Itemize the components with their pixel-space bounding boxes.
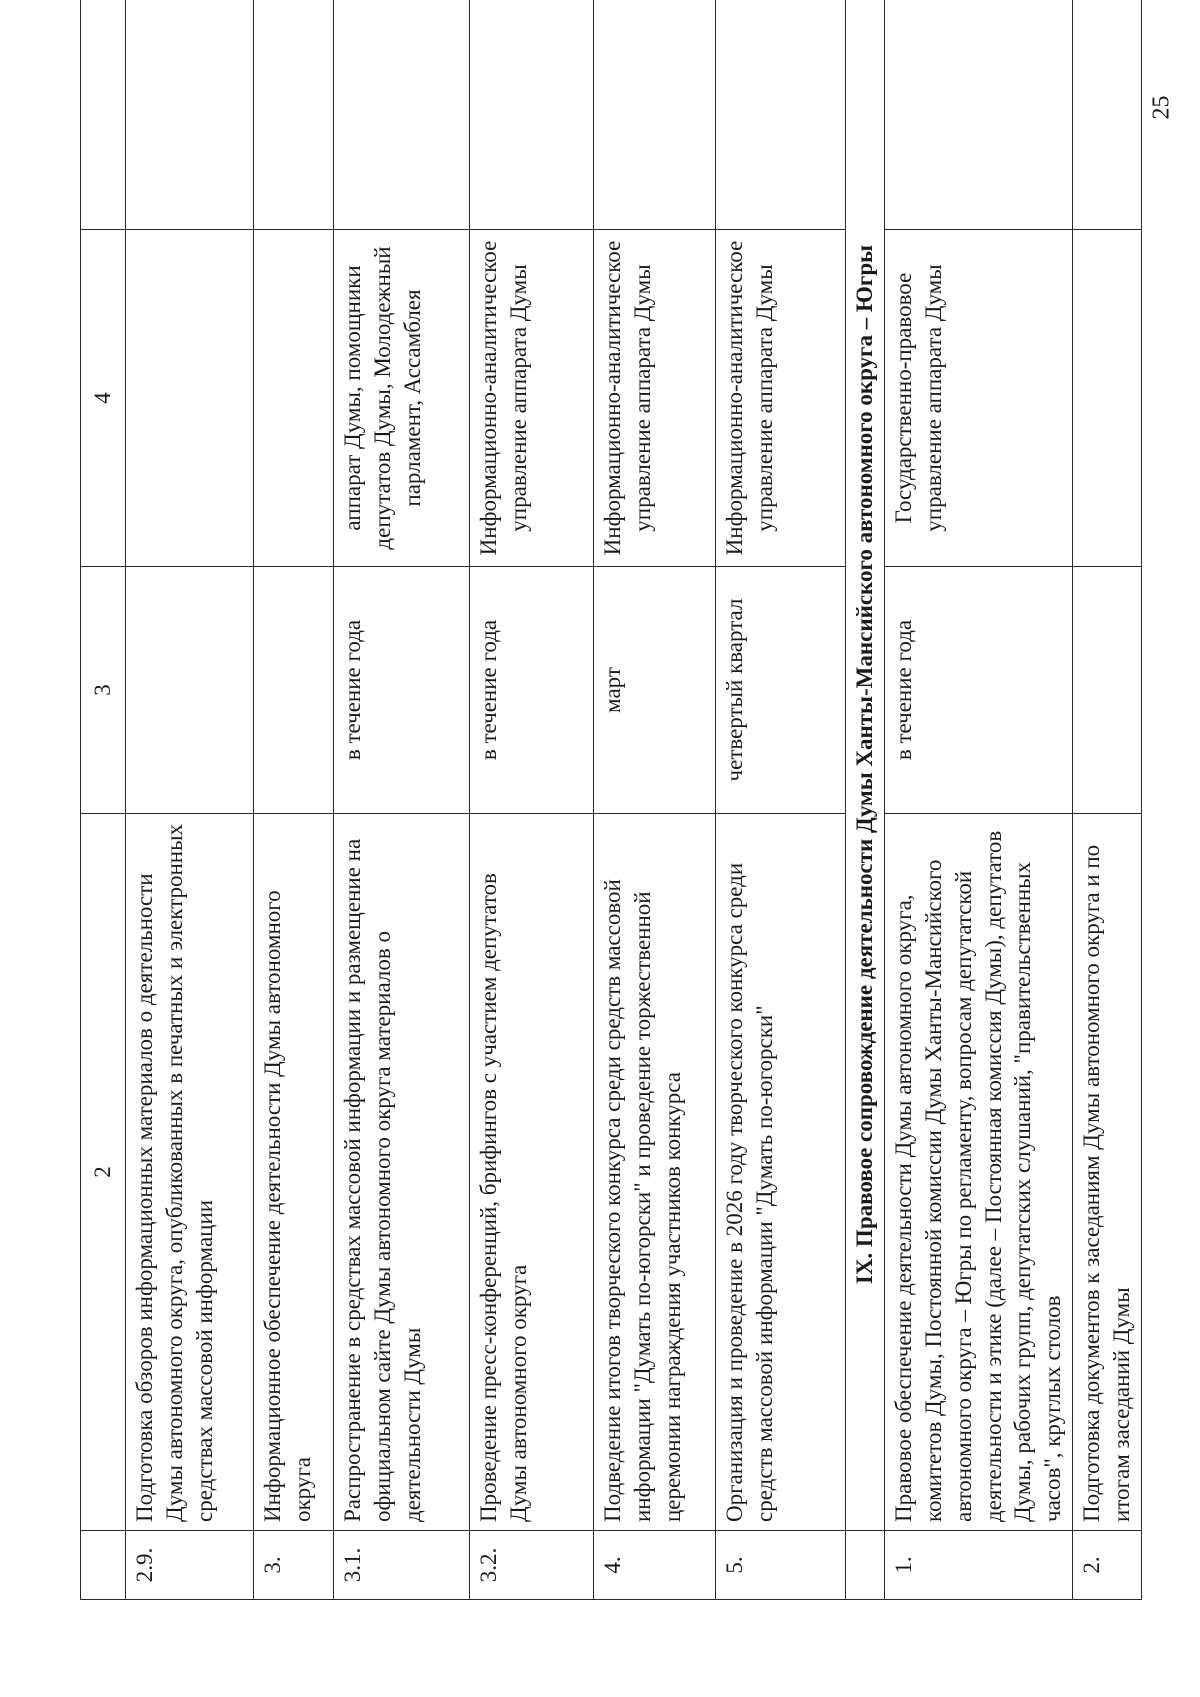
row-text: Правовое обеспечение деятельности Думы автономного округа, комитетов Думы, Постоянной комиссии Думы Ханты-Мансийского автономного округа – Югры по регламенту, вопросам депутатской деятельности и этике (далее – Постоянная комиссия Думы), депутатов Думы, рабочих групп, депутатских слушаний, "правительственных часов", круглых столов [884, 814, 1072, 1531]
rotated-table-wrapper [80, 80, 1135, 1600]
row-term: в течение года [470, 567, 594, 814]
section-title: IX. Правовое сопровождение деятельности Думы Ханты-Мансийского автономного округа – Югры [846, 0, 885, 1531]
row-term [126, 567, 254, 814]
section-heading-spacer [846, 1531, 885, 1600]
row-text: Подготовка обзоров информационных материалов о деятельности Думы автономного округа, опубликованных в печатных и электронных средствах массовой информации [126, 814, 254, 1531]
row-term [254, 567, 334, 814]
page-number: 25 [1148, 95, 1175, 120]
row-note [334, 0, 470, 230]
table-row [884, 0, 1072, 1600]
table-row [254, 0, 334, 1600]
table-row [716, 0, 846, 1600]
plan-table [80, 0, 1142, 1600]
table-row [334, 0, 470, 1600]
row-note [884, 0, 1072, 230]
row-number: 3.1. [334, 1531, 470, 1600]
row-responsible: Информационно-аналитическое управление аппарата Думы [594, 230, 716, 567]
row-note [716, 0, 846, 230]
row-term: в течение года [884, 567, 1072, 814]
row-responsible: аппарат Думы, помощники депутатов Думы, Молодежный парламент, Ассамблея [334, 230, 470, 567]
header-col-5 [81, 0, 126, 230]
row-text: Организация и проведение в 2026 году творческого конкурса среди средств массовой информации "Думать по-югорски" [716, 814, 846, 1531]
row-number: 3. [254, 1531, 334, 1600]
row-number: 4. [594, 1531, 716, 1600]
row-text: Проведение пресс-конференций, брифингов с участием депутатов Думы автономного округа [470, 814, 594, 1531]
header-col-3: 3 [81, 567, 126, 814]
row-term: март [594, 567, 716, 814]
row-responsible: Информационно-аналитическое управление аппарата Думы [716, 230, 846, 567]
row-number: 3.2. [470, 1531, 594, 1600]
row-note [470, 0, 594, 230]
row-text: Подведение итогов творческого конкурса среди средств массовой информации "Думать по-югорски" и проведение торжественной церемонии награждения участников конкурса [594, 814, 716, 1531]
row-responsible [1073, 230, 1142, 567]
row-number: 2.9. [126, 1531, 254, 1600]
row-responsible [126, 230, 254, 567]
row-number: 2. [1073, 1531, 1142, 1600]
table-header-row [81, 0, 126, 1600]
table-row [470, 0, 594, 1600]
row-note [126, 0, 254, 230]
row-text: Распространение в средствах массовой информации и размещение на официальном сайте Думы автономного округа материалов о деятельности Думы [334, 814, 470, 1531]
header-col-4: 4 [81, 230, 126, 567]
row-note [1073, 0, 1142, 230]
row-term: четвертый квартал [716, 567, 846, 814]
row-term: в течение года [334, 567, 470, 814]
row-text: Подготовка документов к заседаниям Думы автономного округа и по итогам заседаний Думы [1073, 814, 1142, 1531]
row-responsible: Информационно-аналитическое управление аппарата Думы [470, 230, 594, 567]
header-col-2: 2 [81, 814, 126, 1531]
table-row [594, 0, 716, 1600]
row-number: 5. [716, 1531, 846, 1600]
row-note [254, 0, 334, 230]
row-term [1073, 567, 1142, 814]
row-responsible: Государственно-правовое управление аппарата Думы [884, 230, 1072, 567]
row-responsible [254, 230, 334, 567]
row-note [594, 0, 716, 230]
row-text: Информационное обеспечение деятельности Думы автономного округа [254, 814, 334, 1531]
table-row [1073, 0, 1142, 1600]
section-heading-row [846, 0, 885, 1600]
table-row [126, 0, 254, 1600]
row-number: 1. [884, 1531, 1072, 1600]
header-col-1 [81, 1531, 126, 1600]
